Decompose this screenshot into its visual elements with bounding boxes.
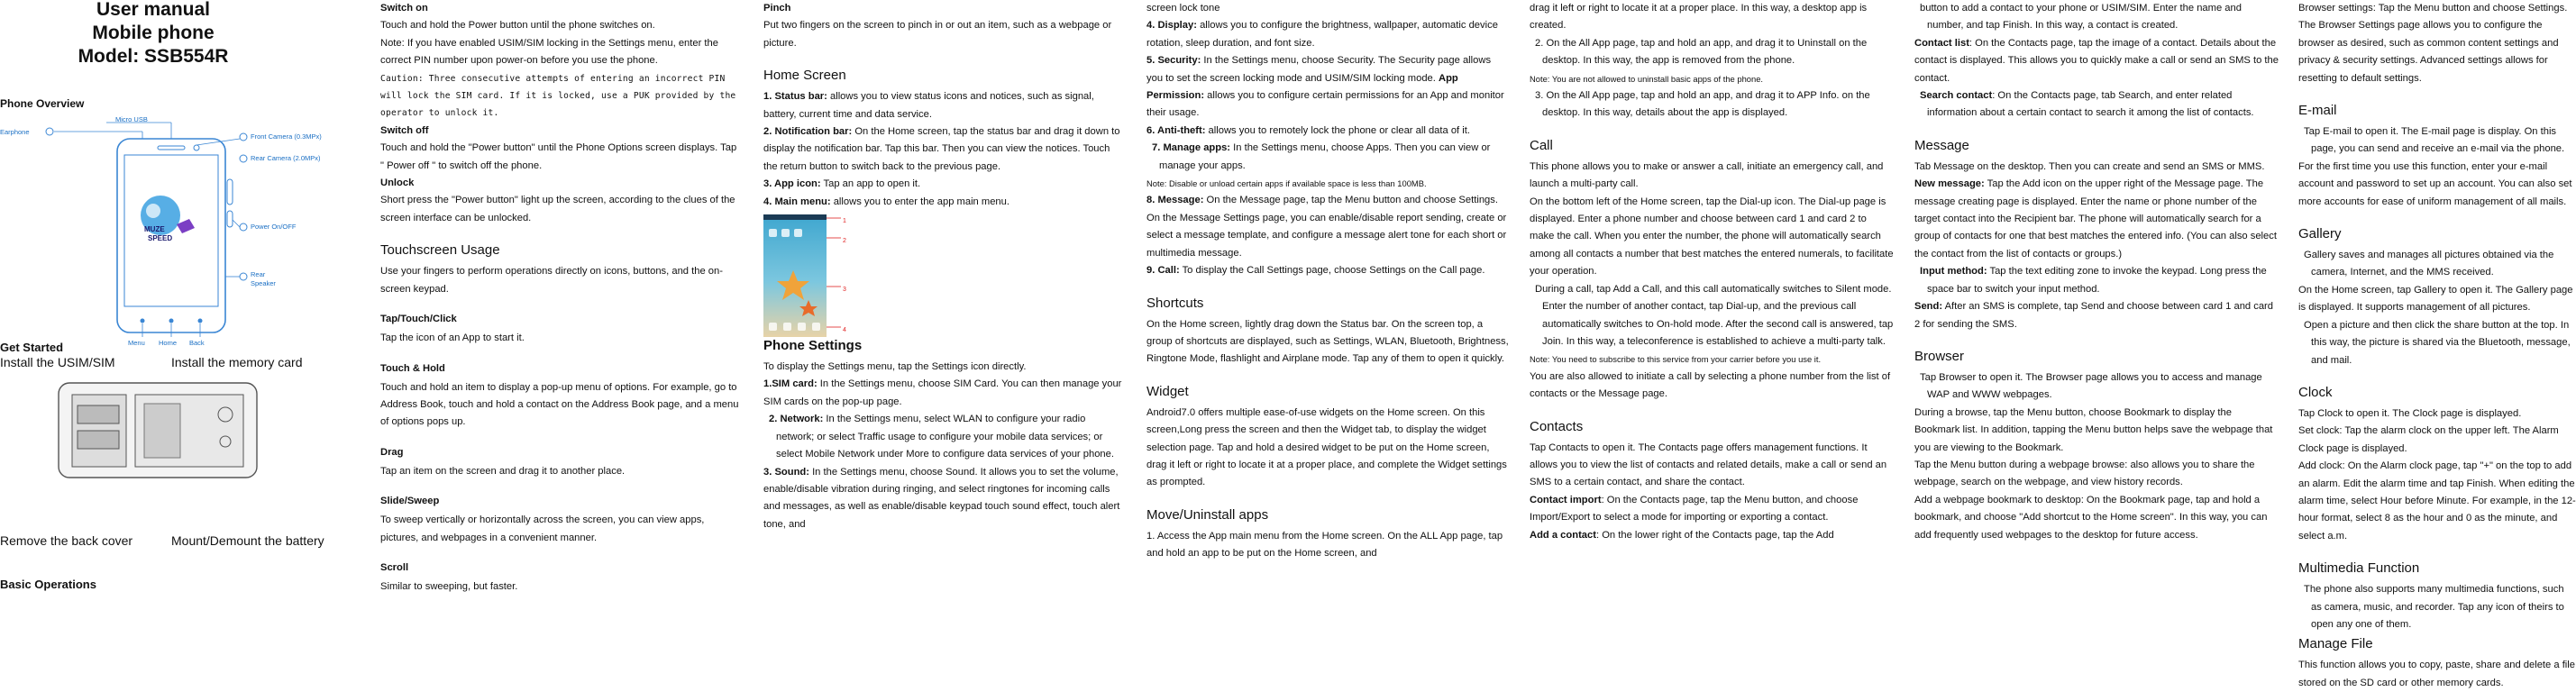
- gallery-text-1: Gallery saves and manages all pictures obtained via the camera, Internet, and the MMS received.: [2304, 250, 2554, 278]
- switch-on-text: Touch and hold the Power button until the phone switches on.: [380, 20, 655, 32]
- display-text: allows you to configure the brightness, wallpaper, automatic device rotation, sleep duration, and font size.: [1146, 20, 1498, 49]
- switch-off-heading: Switch off: [380, 124, 429, 136]
- message-settings-text: On the Message page, tap the Menu button and choose Settings. On the Message Settings page, you can enable/disable report sending, create or select a message template, and configure a message alert tone for each short or multimedia message.: [1146, 195, 1507, 259]
- app-permission-label: App Permission:: [1146, 72, 1458, 102]
- search-contact-text: : On the Contacts page, tab Search, and enter related information about a certain contact to search it among the list of contacts.: [1927, 90, 2254, 119]
- browser-text-3: Tap the Menu button during a webpage browse: also allows you to share the webpage, search on the webpage, and view history records.: [1914, 459, 2255, 488]
- input-method-label: Input method:: [1920, 266, 1987, 278]
- input-method-text: Tap the text editing zone to invoke the keypad. Long press the space bar to switch your input method.: [1927, 266, 2267, 295]
- security-text: In the Settings menu, choose Security. The Security page allows you to set the screen locking mode and USIM/SIM locking mode.: [1146, 55, 1492, 84]
- manage-file-text: This function allows you to copy, paste, share and delete a file stored on the SD card or other memory cards.: [2298, 660, 2576, 688]
- message-heading: Message: [1914, 137, 1969, 153]
- intro-column: [0, 0, 361, 603]
- send-label: Send:: [1914, 301, 1943, 313]
- scroll-text: Similar to sweeping, but faster.: [380, 580, 518, 592]
- contact-list-label: Contact list: [1914, 37, 1969, 49]
- search-contact-label: Search contact: [1920, 90, 1993, 102]
- slide-text: To sweep vertically or horizontally across the screen, you can view apps, pictures, and webpages in a convenient manner.: [380, 514, 705, 543]
- shortcuts-heading: Shortcuts: [1146, 295, 1204, 311]
- switch-on-note: Note: If you have enabled USIM/SIM locking in the Settings menu, enter the correct PIN number upon power-on before you use the phone.: [380, 37, 718, 67]
- rear-speaker-label-1: Rear: [251, 270, 266, 278]
- drag-heading: Drag: [380, 446, 404, 458]
- tap-heading: Tap/Touch/Click: [380, 314, 457, 325]
- status-bar-label: 1. Status bar:: [763, 91, 827, 103]
- clock-text-3: Add clock: On the Alarm clock page, tap "+" on the top to add an alarm. Edit the alarm time and tap Finish. When editing the alarm time, select Hour before Minute. For example, in the 12-hour format, select 8 as the hour and 0 as the minute, and select a.m.: [2298, 460, 2576, 542]
- callout-3: 3: [843, 287, 846, 294]
- home-screen-heading: Home Screen: [763, 68, 846, 84]
- contact-list-text: : On the Contacts page, tap the image of a contact. Details about the contact is displayed. This allows you to quickly make a call or send an SMS to the contact.: [1914, 37, 2279, 84]
- message-browser-column: [1914, 0, 2279, 603]
- notification-bar-text: On the Home screen, tap the status bar and drag it down to display the notification bar. Tap this bar. Then you can view the notices. Touch the return button to switch back to the previous page.: [763, 126, 1120, 172]
- browser-settings-text: Browser settings: Tap the Menu button and choose Settings. The Browser Settings page allows you to configure the browser as desired, such as common content settings and privacy & security settings. Advanced settings allows for resetting to default settings.: [2298, 3, 2568, 84]
- widget-text: Android7.0 offers multiple ease-of-use widgets on the Home screen. On this screen,Long press the screen and then the Widget tab, to display the widget selection page. Tap and hold a desired widget to be put on the Home screen, drag it left or right to locate it at a proper place, and complete the Widget settings as prompted.: [1146, 406, 1507, 488]
- install-sim-label: Install the USIM/SIM: [0, 355, 115, 369]
- sound-text: In the Settings menu, choose Sound. It allows you to set the volume, enable/disable vibration during ringing, and select ringtones for incoming calls and messages, as well as enable/disable keypad touch sound effect, touch alert tone, and: [763, 466, 1120, 530]
- uninstall-note: Note: You are not allowed to uninstall basic apps of the phone.: [1530, 73, 1764, 84]
- remove-cover-label: Remove the back cover: [0, 533, 133, 548]
- call-text-1: This phone allows you to make or answer a call, initiate an emergency call, and launch a multi-party call.: [1530, 160, 1884, 190]
- message-settings-label: 8. Message:: [1146, 195, 1204, 206]
- app-icon-label: 3. App icon:: [763, 178, 821, 190]
- title-line-1: User manual: [96, 0, 211, 20]
- sim-card-label: 1.SIM card:: [763, 378, 818, 390]
- call-text-4: You are also allowed to initiate a call by selecting a phone number from the list of contacts or the Message page.: [1530, 370, 1891, 400]
- security-label: 5. Security:: [1146, 55, 1201, 67]
- main-menu-label: 4. Main menu:: [763, 196, 831, 207]
- pinch-text: Put two fingers on the screen to pinch in or out an item, such as a webpage or picture.: [763, 20, 1112, 49]
- widget-heading: Widget: [1146, 383, 1189, 399]
- call-note: Note: You need to subscribe to this service from your carrier before you use it.: [1530, 354, 1822, 365]
- anti-theft-text: allows you to remotely lock the phone or clear all data of it.: [1205, 124, 1470, 136]
- network-label: 2. Network:: [769, 414, 824, 425]
- email-gallery-column: [2298, 0, 2576, 688]
- app-permission-text: allows you to configure certain permissions for an App and monitor their usage.: [1146, 90, 1504, 119]
- phone-settings-heading: Phone Settings: [763, 338, 863, 354]
- contact-import-label: Contact import: [1530, 494, 1602, 505]
- slide-heading: Slide/Sweep: [380, 496, 440, 507]
- phone-overview-diagram: [0, 112, 361, 346]
- browser-heading: Browser: [1914, 348, 1965, 364]
- call-heading: Call: [1530, 137, 1553, 153]
- move-uninstall-heading: Move/Uninstall apps: [1146, 506, 1269, 523]
- main-menu-text: allows you to enter the app main menu.: [830, 196, 1009, 207]
- manage-apps-text: In the Settings menu, choose Apps. Then you can view or manage your apps.: [1159, 142, 1491, 171]
- contact-import-text: : On the Contacts page, tap the Menu button, and choose Import/Export to select a mode for importing or exporting a contact.: [1530, 494, 1859, 524]
- phone-overview-heading: Phone Overview: [0, 97, 85, 110]
- browser-text-1: Tap Browser to open it. The Browser page allows you to access and manage WAP and WWW webpages.: [1920, 371, 2262, 401]
- front-camera-label: Front Camera (0.3MPx): [251, 132, 322, 141]
- app-icon-text: Tap an app to open it.: [820, 178, 921, 190]
- clock-text-1: Tap Clock to open it. The Clock page is displayed.: [2298, 407, 2522, 419]
- sound-label: 3. Sound:: [763, 466, 809, 478]
- callout-4: 4: [843, 327, 846, 334]
- clock-text-2: Set clock: Tap the alarm clock on the upper left. The Alarm Clock page is displayed.: [2298, 425, 2559, 454]
- scroll-heading: Scroll: [380, 561, 409, 573]
- email-text-2: For the first time you use this function, enter your e-mail account and password to set up an account. You can also set more accounts for ease of uniform management of all mails.: [2298, 160, 2572, 207]
- browser-text-2: During a browse, tap the Menu button, choose Bookmark to display the Bookmark list. In addition, tapping the Menu button helps save the webpage that you are viewing to the Bookmark.: [1914, 406, 2273, 453]
- rear-speaker-label-2: Speaker: [251, 279, 276, 287]
- clock-heading: Clock: [2298, 384, 2333, 400]
- call-settings-text: To display the Call Settings page, choose Settings on the Call page.: [1179, 265, 1485, 277]
- move-step-3: 3. On the All App page, tap and hold an app, and drag it to APP Info. on the desktop. In this way, details about the app is displayed.: [1535, 90, 1870, 119]
- contacts-heading: Contacts: [1530, 418, 1584, 434]
- multimedia-text: The phone also supports many multimedia functions, such as camera, music, and recorder. Tap any icon of theirs to open any one of them.: [2304, 584, 2564, 630]
- new-message-text: Tap the Add icon on the upper right of the Message page. The message creating page is displayed. Enter the name or phone number of the target contact into the Recipient bar. The phone will automatically search for a group of contacts for one that best matches the entered info. (You can also select the contact from the list of contacts or groups.): [1914, 178, 2277, 260]
- move-step-1-cont: drag it left or right to locate it at a proper place. In this way, a desktop app is created.: [1530, 3, 1868, 32]
- multimedia-heading: Multimedia Function: [2298, 560, 2420, 577]
- move-step-1: 1. Access the App main menu from the Home screen. On the ALL App page, tap and hold an app to be put on the Home screen, and: [1146, 530, 1503, 560]
- settings-intro: To display the Settings menu, tap the Settings icon directly.: [763, 361, 1027, 373]
- email-text-1: Tap E-mail to open it. The E-mail page is display. On this page, you can send and receive an e-mail via the phone.: [2304, 126, 2565, 155]
- unlock-text: Short press the "Power button" light up the screen, according to the clues of the screen interface can be unlocked.: [380, 195, 735, 223]
- anti-theft-label: 6. Anti-theft:: [1146, 124, 1206, 136]
- back-label: Back: [189, 339, 205, 347]
- add-contact-text: : On the lower right of the Contacts page, tap the Add: [1595, 529, 1834, 541]
- manage-file-heading: Manage File: [2298, 636, 2373, 652]
- new-message-label: New message:: [1914, 178, 1985, 190]
- switch-on-heading: Switch on: [380, 3, 428, 14]
- status-bar-text: allows you to view status icons and notices, such as signal, battery, current time and data service.: [763, 91, 1094, 120]
- title-line-2: Mobile phone: [92, 23, 215, 43]
- home-label: Home: [159, 339, 178, 347]
- logo-text-2: SPEED: [148, 234, 173, 242]
- send-text: After an SMS is complete, tap Send and choose between card 1 and card 2 for sending the SMS.: [1914, 301, 2274, 330]
- callout-1: 1: [843, 218, 846, 225]
- micro-usb-label: Micro USB: [115, 115, 148, 123]
- gallery-text-2: On the Home screen, tap Gallery to open it. The Gallery page is displayed. It supports management of all pictures.: [2298, 284, 2573, 314]
- hold-text: Touch and hold an item to display a pop-up menu of options. For example, go to Address Book, touch and hold a contact on the Address Book page, and a menu of options pops up.: [380, 381, 739, 428]
- network-text: In the Settings menu, select WLAN to configure your radio network; or select Traffic usage to configure your mobile data services; or select Mobile Network under More to configure data services of your phone.: [776, 414, 1114, 460]
- lock-tone-text: screen lock tone: [1146, 3, 1220, 14]
- hold-heading: Touch & Hold: [380, 362, 445, 374]
- tap-text: Tap the icon of an App to start it.: [380, 332, 525, 344]
- pinch-heading: Pinch: [763, 3, 791, 14]
- notification-bar-label: 2. Notification bar:: [763, 126, 853, 138]
- basic-ops-column: [380, 0, 743, 603]
- message-text-1: Tab Message on the desktop. Then you can create and send an SMS or MMS.: [1914, 160, 2265, 172]
- sim-card-text: In the Settings menu, choose SIM Card. You can then manage your SIM cards on the pop-up page.: [763, 378, 1122, 407]
- gallery-text-3: Open a picture and then click the share button at the top. In this way, the picture is shared via the Bluetooth, message, and mail.: [2304, 319, 2571, 366]
- phone-back-diagram: [54, 378, 279, 487]
- home-settings-column: [763, 0, 1126, 603]
- settings-column: [1146, 0, 1509, 603]
- home-screen-illustration: [763, 214, 881, 337]
- earphone-label: Earphone: [0, 128, 30, 136]
- storage-note: Note: Disable or unload certain apps if available space is less than 100MB.: [1146, 178, 1427, 189]
- logo-text-1: MUZE: [144, 225, 165, 233]
- gallery-heading: Gallery: [2298, 226, 2342, 242]
- contacts-text-1: Tap Contacts to open it. The Contacts page offers management functions. It allows you to view the list of contacts and related details, make a call or send an SMS to a certain contact, and share the contact.: [1530, 442, 1887, 488]
- callout-2: 2: [843, 238, 846, 245]
- call-settings-label: 9. Call:: [1146, 265, 1180, 277]
- drag-text: Tap an item on the screen and drag it to another place.: [380, 465, 626, 477]
- switch-off-text: Touch and hold the "Power button" until the Phone Options screen displays. Tap " Power off " to switch off the phone.: [380, 142, 737, 171]
- shortcuts-text: On the Home screen, lightly drag down the Status bar. On the screen top, a group of shortcuts are displayed, such as Settings, WLAN, Bluetooth, Brightness, Ringtone Mode, flashlight and Airplane mode. Tap any of them to open it quickly.: [1146, 318, 1509, 365]
- move-step-2: 2. On the All App page, tap and hold an app, and drag it to Uninstall on the desktop. In this way, the app is removed from the phone.: [1535, 37, 1868, 67]
- touchscreen-heading: Touchscreen Usage: [380, 242, 500, 259]
- power-label: Power On/OFF: [251, 223, 297, 231]
- touchscreen-text: Use your fingers to perform operations directly on icons, buttons, and the on-screen keypad.: [380, 266, 723, 295]
- mount-battery-label: Mount/Demount the battery: [171, 533, 324, 548]
- manage-apps-label: 7. Manage apps:: [1152, 142, 1231, 154]
- menu-label: Menu: [128, 339, 145, 347]
- add-contact-cont: button to add a contact to your phone or USIM/SIM. Enter the name and number, and tap Finish. In this way, a contact is created.: [1920, 3, 2242, 32]
- add-contact-label: Add a contact: [1530, 529, 1596, 541]
- basic-operations-heading: Basic Operations: [0, 578, 96, 591]
- call-text-3: During a call, tap Add a Call, and this call automatically switches to Silent mode. Enter the number of another contact, tap Dial-up, and the previous call automatically switches to On-hold mode. After the second call is answered, tap Join. In this way, a teleconference is established to achieve a multi-party talk.: [1535, 283, 1894, 347]
- title-line-3: Model: SSB554R: [78, 46, 229, 67]
- email-heading: E-mail: [2298, 103, 2337, 119]
- call-contacts-column: [1530, 0, 1894, 603]
- rear-camera-label: Rear Camera (2.0MPx): [251, 154, 321, 162]
- browser-text-4: Add a webpage bookmark to desktop: On the Bookmark page, tap and hold a bookmark, and choose "Add shortcut to the Home screen". In this way, you can add frequently used webpages to the desktop for future access.: [1914, 494, 2268, 541]
- call-text-2: On the bottom left of the Home screen, tap the Dial-up icon. The Dial-up page is displayed. Enter a phone number and choose between card 1 and card 2 to make the call. When you enter the number, the phone will automatically search among all contacts a number that best matches the entered numerals, to facilitate your operation.: [1530, 196, 1894, 278]
- unlock-heading: Unlock: [380, 178, 415, 189]
- display-label: 4. Display:: [1146, 20, 1197, 32]
- home-screen-image: [763, 214, 881, 337]
- get-started-heading: Get Started: [0, 341, 64, 354]
- install-memory-label: Install the memory card: [171, 355, 303, 369]
- pin-caution: Caution: Three consecutive attempts of entering an incorrect PIN will lock the SIM card. If it is locked, use a PUK provided by the operator to unlock it.: [380, 73, 736, 119]
